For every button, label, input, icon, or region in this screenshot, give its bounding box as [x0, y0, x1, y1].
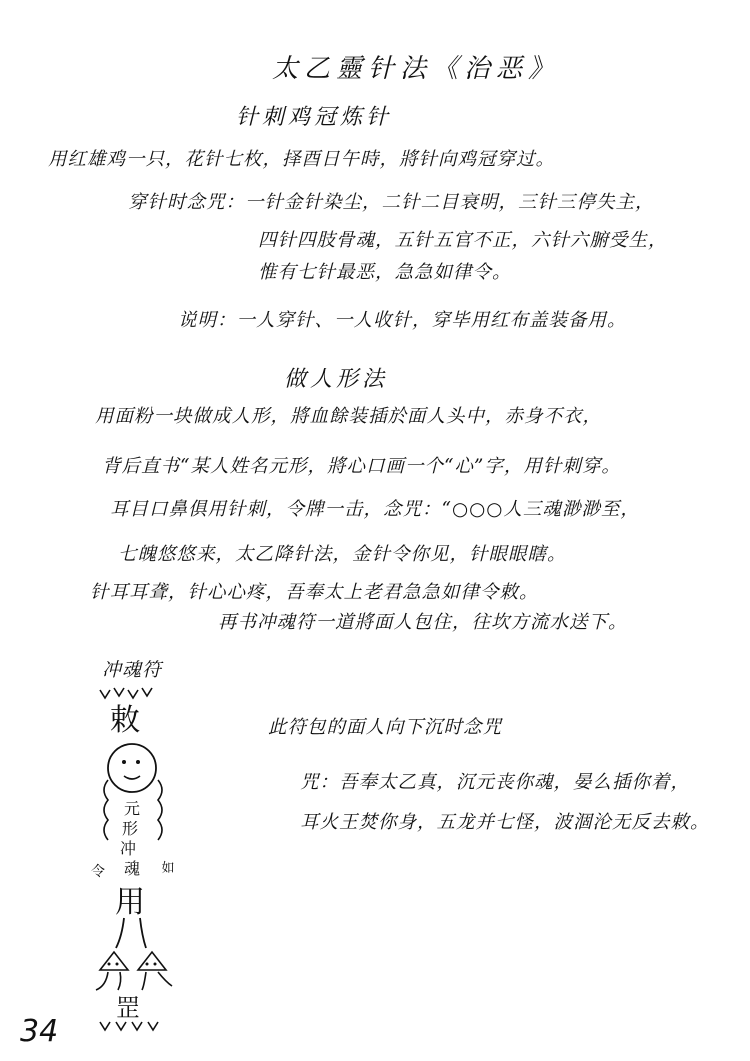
- document-title: 太乙靈针法《治恶》: [272, 54, 561, 84]
- svg-text:元: 元: [123, 799, 141, 818]
- section-heading-figure: 做人形法: [284, 367, 389, 392]
- svg-text:令: 令: [91, 864, 105, 880]
- section-heading-needle: 针刺鸡冠炼针: [236, 105, 393, 130]
- talisman-bottom-strokes: [100, 1022, 158, 1030]
- talisman-top-char: 敕: [110, 703, 140, 738]
- talisman-hair-right: [158, 780, 162, 840]
- text-line: 再书冲魂符一道將面人包住，往坎方流水送下。: [218, 612, 628, 633]
- svg-text:如: 如: [161, 861, 175, 876]
- incantation-line: 耳火王焚你身，五龙并七怪，波涸沦无反去敕。: [300, 812, 710, 833]
- text-line: 用红雄鸡一只，花针七枚，择酉日午時，將针向鸡冠穿过。: [48, 149, 556, 170]
- page-number: 34: [20, 1014, 59, 1049]
- text-line: 七魄悠悠来，太乙降针法，金针令你见，针眼眼瞎。: [118, 544, 567, 565]
- text-line: 四针四肢骨魂，五针五官不正，六针六腑受生，: [258, 230, 668, 251]
- svg-text:魂: 魂: [123, 859, 141, 878]
- talisman-top-strokes: [100, 688, 152, 698]
- talisman-label: 冲魂符: [102, 659, 163, 681]
- talisman-legs: [116, 918, 146, 948]
- talisman-bottom-char: 罡: [116, 994, 140, 1022]
- text-line: 惟有七针最恶，急急如律令。: [258, 262, 512, 283]
- svg-text:形: 形: [121, 819, 139, 838]
- svg-text:冲: 冲: [119, 839, 137, 858]
- incantation-line: 咒：吾奉太乙真，沉元丧你魂，晏么插你着，: [300, 772, 691, 793]
- talisman-hair-left: [104, 780, 108, 840]
- text-line: 说明：一人穿针、一人收针，穿毕用红布盖装备用。: [178, 310, 627, 331]
- text-line: 背后直书“某人姓名元形，將心口画一个“心”字，用针刺穿。: [102, 456, 621, 477]
- text-line: 用面粉一块做成人形，將血餘装插於面人头中，赤身不衣，: [95, 406, 603, 427]
- text-line: 穿针时念咒：一针金针染尘，二针二目衰明，三针三停失主，: [128, 192, 655, 213]
- talisman-drawing: [80, 680, 210, 1040]
- text-line: 针耳耳聋，针心心疼，吾奉太上老君急急如律令敕。: [90, 582, 539, 603]
- talisman-face: [108, 744, 156, 792]
- talisman-lower-char: 用: [115, 885, 145, 920]
- incantation-intro: 此符包的面人向下沉时念咒: [268, 717, 503, 738]
- text-line: 耳目口鼻俱用针刺，令牌一击，念咒：“○○○人三魂渺渺至，: [110, 499, 640, 520]
